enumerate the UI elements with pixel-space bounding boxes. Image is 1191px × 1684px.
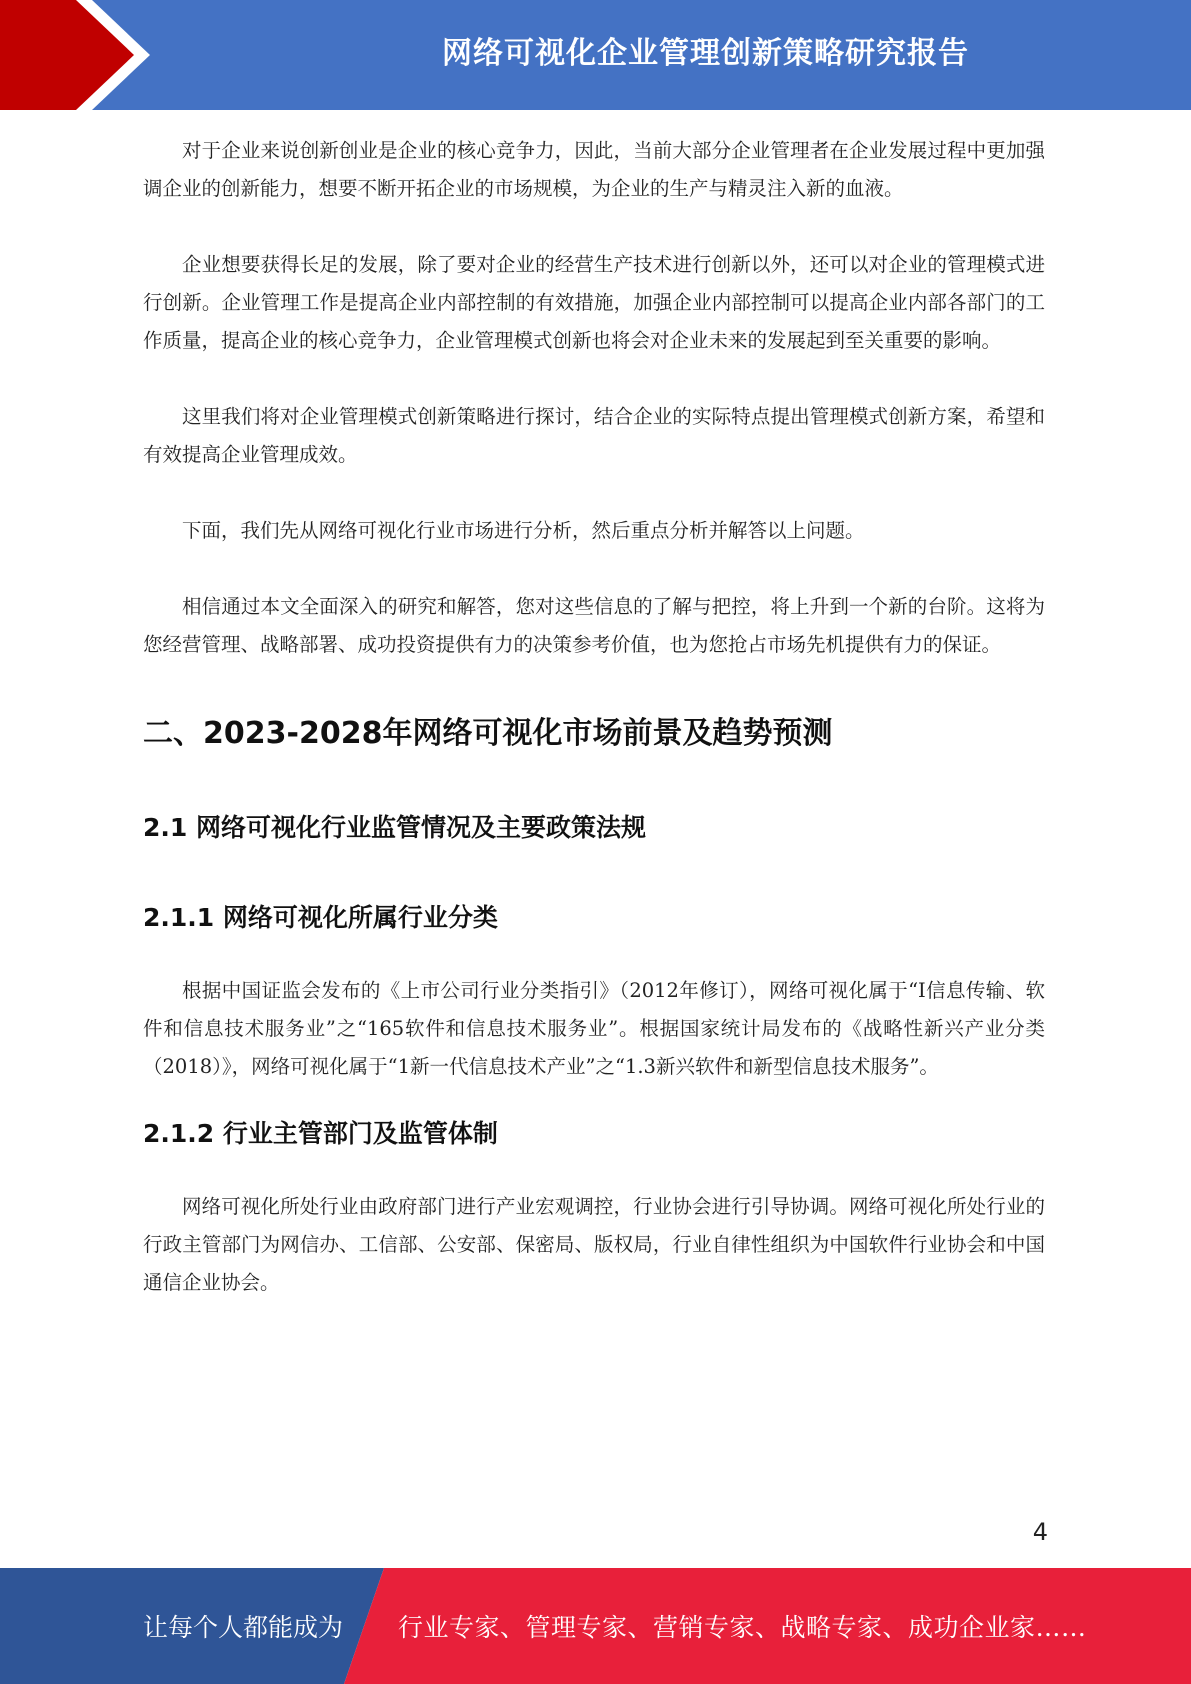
page-header bbox=[0, 0, 1191, 110]
page-footer bbox=[0, 1568, 1191, 1684]
subsubsection-heading-regulation: 2.1.2 行业主管部门及监管体制 bbox=[143, 1119, 498, 1148]
subsubsection-heading-classification: 2.1.1 网络可视化所属行业分类 bbox=[143, 903, 498, 932]
paragraph-intro-2: 企业想要获得长足的发展，除了要对企业的经营生产技术进行创新以外，还可以对企业的管理模式进行创新。企业管理工作是提高企业内部控制的有效措施，加强企业内部控制可以提高企业内部各部门的工作质量，提高企业的核心竞争力，企业管理模式创新也将会对企业未来的发展起到至关重要的影响。 bbox=[143, 253, 1045, 352]
paragraph-intro-1: 对于企业来说创新创业是企业的核心竞争力，因此，当前大部分企业管理者在企业发展过程中更加强调企业的创新能力，想要不断开拓企业的市场规模，为企业的生产与精灵注入新的血液。 bbox=[143, 139, 1045, 200]
page-number: 4 bbox=[1032, 1518, 1048, 1546]
footer-slogan-right: 行业专家、管理专家、营销专家、战略专家、成功企业家…… bbox=[398, 1613, 1087, 1642]
footer-slogan-left: 让每个人都能成为 bbox=[143, 1613, 344, 1642]
subsection-heading: 2.1 网络可视化行业监管情况及主要政策法规 bbox=[143, 813, 646, 842]
report-title: 网络可视化企业管理创新策略研究报告 bbox=[442, 36, 969, 71]
section-heading: 二、2023-2028年网络可视化市场前景及趋势预测 bbox=[143, 716, 833, 751]
paragraph-classification: 根据中国证监会发布的《上市公司行业分类指引》（2012年修订），网络可视化属于“I信息传输、软件和信息技术服务业”之“165软件和信息技术服务业”。根据国家统计局发布的《战略性新兴产业分类（2018）》，网络可视化属于“1新一代信息技术产业”之“1.3新兴软件和新型信息技术服务”。 bbox=[143, 979, 1045, 1078]
paragraph-intro-4: 下面，我们先从网络可视化行业市场进行分析，然后重点分析并解答以上问题。 bbox=[182, 519, 865, 542]
page-content bbox=[143, 132, 1045, 1302]
paragraph-intro-3: 这里我们将对企业管理模式创新策略进行探讨，结合企业的实际特点提出管理模式创新方案，希望和有效提高企业管理成效。 bbox=[143, 405, 1045, 466]
paragraph-regulation: 网络可视化所处行业由政府部门进行产业宏观调控，行业协会进行引导协调。网络可视化所处行业的行政主管部门为网信办、工信部、公安部、保密局、版权局，行业自律性组织为中国软件行业协会和中国通信企业协会。 bbox=[143, 1195, 1045, 1294]
paragraph-intro-5: 相信通过本文全面深入的研究和解答，您对这些信息的了解与把控，将上升到一个新的台阶。这将为您经营管理、战略部署、成功投资提供有力的决策参考价值，也为您抢占市场先机提供有力的保证。 bbox=[143, 595, 1045, 656]
